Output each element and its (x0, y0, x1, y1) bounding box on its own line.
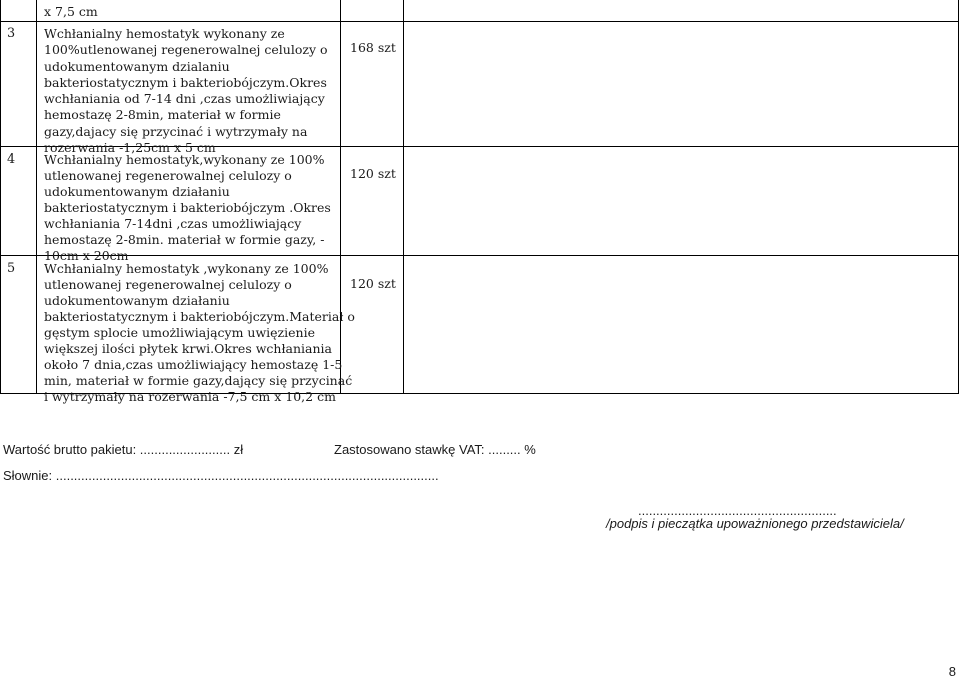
table-border (0, 0, 1, 394)
description-line: Wchłanialny hemostatyk ,wykonany ze 100% (44, 261, 329, 276)
continued-fragment: x 7,5 cm (44, 4, 98, 19)
signature-dots: ....................................................... (638, 503, 837, 518)
description-line: gęstym splocie umożliwiającym uwięzienie (44, 325, 315, 340)
vat-rate-line: Zastosowano stawkę VAT: ......... % (334, 442, 536, 457)
description-line: gazy,dajacy się przycinać i wytrzymały na (44, 124, 308, 139)
description-line: min, materiał w formie gazy,dający się przycinać (44, 373, 353, 388)
description-line: bakteriostatycznym i bakteriobójczym.Okres (44, 75, 327, 90)
description-line: 10cm x 20cm (44, 248, 129, 263)
row-number: 4 (7, 152, 16, 167)
description-line: bakteriostatycznym i bakteriobójczym .Okres (44, 200, 331, 215)
description-line: wchłaniania 7-14dni ,czas umożliwiający (44, 216, 302, 231)
quantity: 168 szt (350, 40, 396, 55)
row-number: 5 (7, 261, 16, 276)
description-line: hemostazę 2-8min. materiał w formie gazy, - (44, 232, 325, 247)
description-line: bakteriostatycznym i bakteriobójczym.Materiał o (44, 309, 355, 324)
description-line: 100%utlenowanej regenerowalnej celulozy o (44, 42, 328, 57)
signature-label: /podpis i pieczątka upoważnionego przedstawiciela/ (606, 516, 904, 531)
row-number: 3 (7, 26, 16, 41)
description-line: Wchłanialny hemostatyk wykonany ze (44, 26, 285, 41)
description-line: Wchłanialny hemostatyk,wykonany ze 100% (44, 152, 325, 167)
page-number: 8 (948, 664, 956, 679)
quantity: 120 szt (350, 276, 396, 291)
description-line: udokumentowanym działaniu (44, 293, 230, 308)
description-line: udokumentowanym działaniu (44, 184, 230, 199)
quantity: 120 szt (350, 166, 396, 181)
description-line: około 7 dnia,czas umożliwiający hemostazę 1-5 (44, 357, 343, 372)
description-line: większej ilości płytek krwi.Okres wchłaniania (44, 341, 332, 356)
description-line: i wytrzymały na rozerwania -7,5 cm x 10,2 cm (44, 389, 336, 404)
description-line: utlenowanej regenerowalnej celulozy o (44, 277, 292, 292)
description-line: rozerwania -1,25cm x 5 cm (44, 140, 216, 155)
description-line: wchłaniania od 7-14 dni ,czas umożliwiający (44, 91, 325, 106)
description-line: hemostazę 2-8min, materiał w formie (44, 107, 281, 122)
description-line: udokumentowanym dzialaniu (44, 59, 230, 74)
table-border (403, 0, 404, 394)
table-rule (0, 21, 959, 22)
amount-in-words-line: Słownie: .......................................................................................................... (3, 468, 439, 483)
table-border (36, 0, 37, 394)
table-rule (0, 255, 959, 256)
description-line: utlenowanej regenerowalnej celulozy o (44, 168, 292, 183)
gross-value-line: Wartość brutto pakietu: ......................... zł (3, 442, 244, 457)
table-border (340, 0, 341, 394)
